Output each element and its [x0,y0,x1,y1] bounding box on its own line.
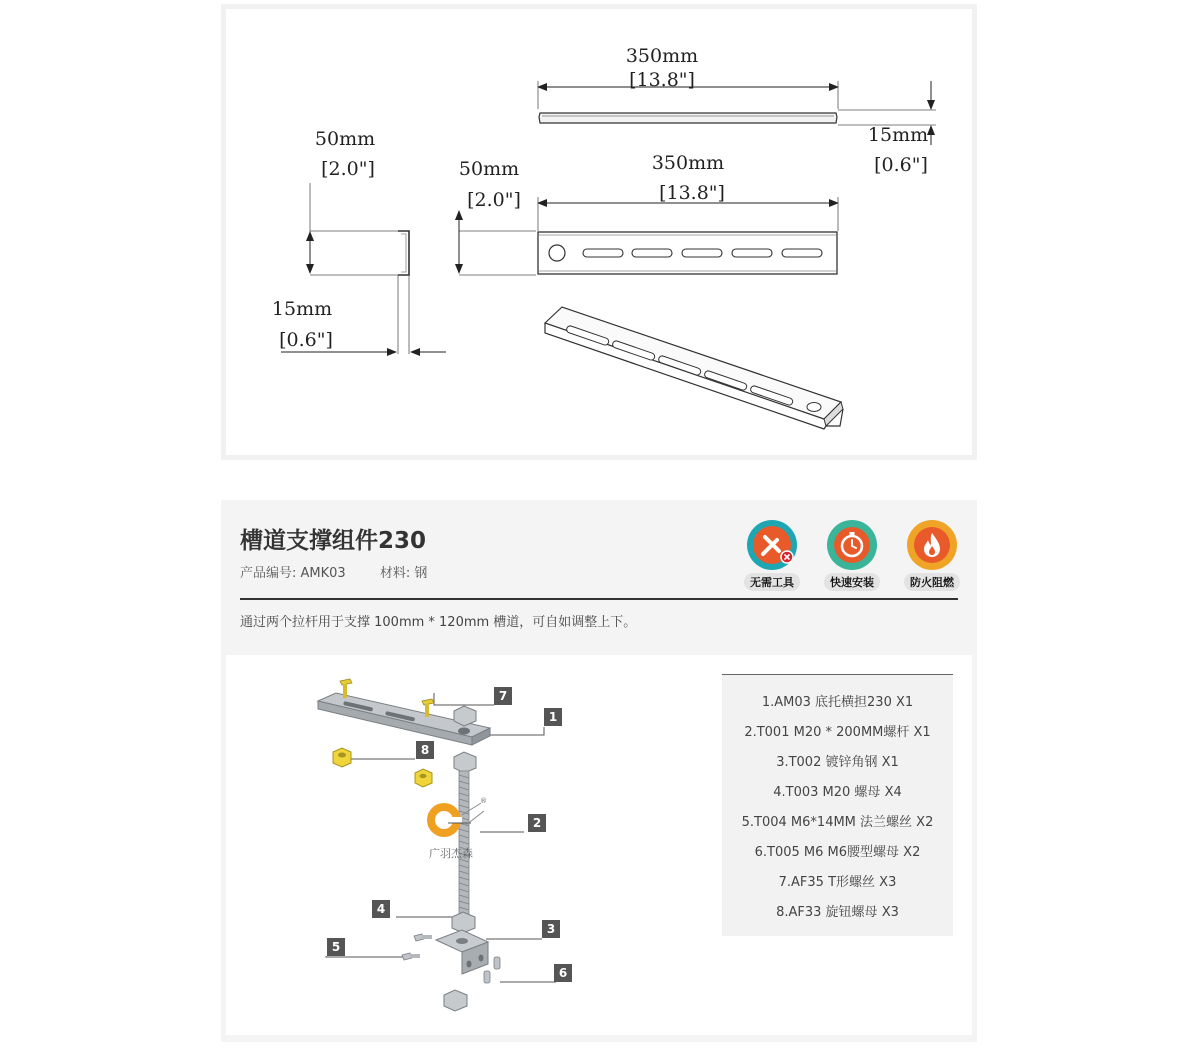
top-height-label: 15mm [867,124,929,146]
product-description: 通过两个拉杆用于支撑 100mm * 120mm 槽道，可自如调整上下。 [240,615,637,630]
feature-badges [741,520,963,591]
badge-no-tools-label: 无需工具 [744,573,800,591]
isometric-view [545,307,843,429]
brand-logo [427,797,487,860]
parts-list-item: 5.T004 M6*14MM 法兰螺丝 X2 [741,815,934,830]
callout-7: 7 [494,687,512,705]
side-view [272,128,446,354]
flange-screw-part [402,934,432,960]
parts-list-item: 2.T001 M20 * 200MM螺杆 X1 [744,725,931,740]
callout-2: 2 [528,814,546,832]
parts-list-item: 3.T002 镀锌角钢 X1 [776,755,899,770]
front-height-label: 50mm [458,158,520,180]
callout-4: 4 [372,900,390,918]
badge-quick-install-label: 快速安装 [824,573,880,591]
front-length-label: 350mm [651,152,725,174]
threaded-rod-part [459,771,469,917]
mid-nut-part [452,912,475,933]
technical-drawing-panel [221,4,977,460]
side-height-label: 50mm [314,128,376,150]
callout-5: 5 [327,938,345,956]
fireproof-icon [907,520,957,570]
parts-list-item: 7.AF35 T形螺丝 X3 [778,875,897,890]
side-width-label: 15mm [271,298,333,320]
side-height-inch-label: [2.0"] [321,158,375,180]
callout-8: 8 [416,741,434,759]
side-width-inch-label: [0.6"] [279,329,333,351]
top-length-inch-label: [13.8"] [629,69,695,91]
product-material: 材料: 钢 [379,566,428,581]
technical-drawing [226,9,972,455]
front-height-inch-label: [2.0"] [467,189,521,211]
badge-fireproof [901,520,963,591]
quick-install-icon [827,520,877,570]
top-view [538,45,936,176]
product-meta [240,562,457,581]
badge-fireproof-label: 防火阻燃 [904,573,960,591]
callout-6: 6 [554,964,572,982]
brand-logo-text: 广羽杰森 [429,847,473,860]
product-panel [221,500,977,1042]
angle-steel-part [436,930,488,974]
callout-3: 3 [542,920,560,938]
parts-list-item: 4.T003 M20 螺母 X4 [773,785,902,800]
top-height-inch-label: [0.6"] [874,154,928,176]
title-divider [240,598,958,600]
badge-quick-install [821,520,883,591]
front-view [459,152,838,275]
parts-list-item: 8.AF33 旋钮螺母 X3 [776,905,899,920]
callout-1: 1 [544,708,562,726]
parts-list-item: 6.T005 M6 M6腰型螺母 X2 [754,845,921,860]
parts-list [722,674,953,936]
drawing-svg [226,9,972,455]
bottom-nut-part [444,990,467,1011]
svg-text:®: ® [480,797,487,805]
product-code: 产品编号: AMK03 [240,566,346,581]
parts-list-item: 1.AM03 底托横担230 X1 [761,695,914,710]
product-title: 槽道支撑组件230 [240,528,427,554]
front-length-inch-label: [13.8"] [659,182,725,204]
no-tools-icon [747,520,797,570]
top-length-label: 350mm [625,45,699,67]
assembly-diagram-area [226,655,972,1035]
badge-no-tools [741,520,803,591]
